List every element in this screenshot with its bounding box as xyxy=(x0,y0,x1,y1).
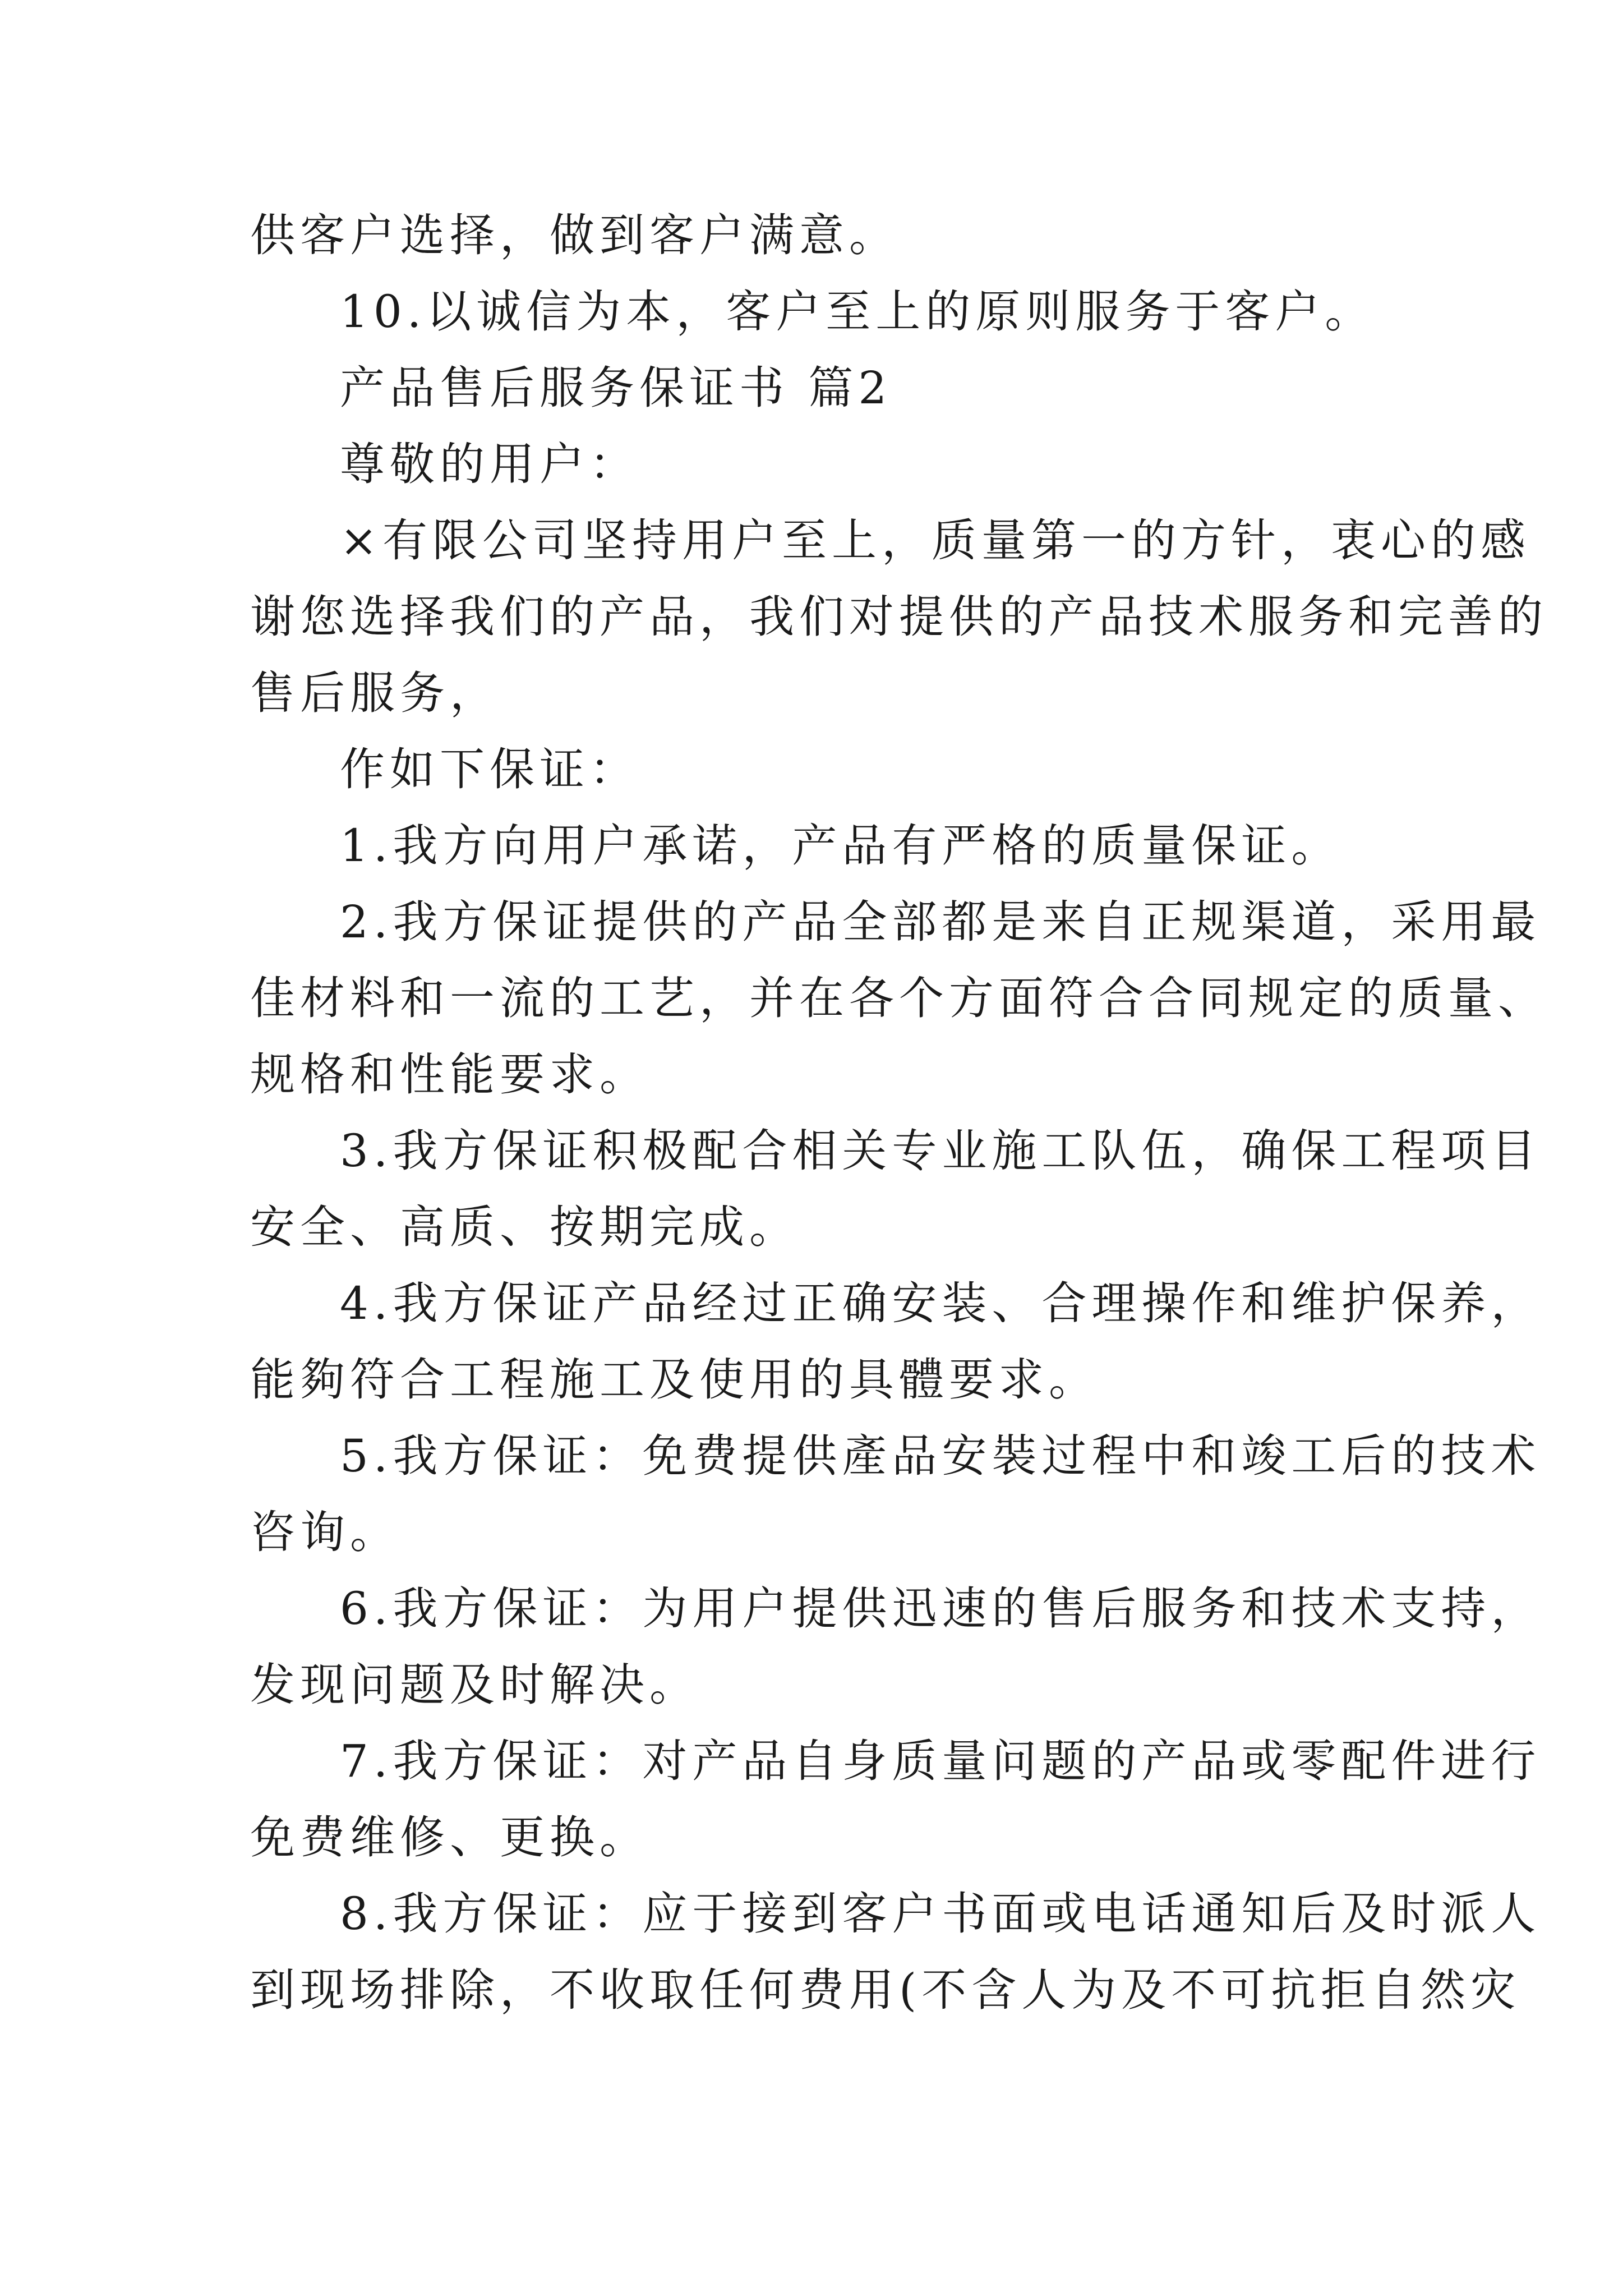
text-line: 尊敬的用户： xyxy=(340,438,639,490)
text-line: 6.我方保证：为用户提供迅速的售后服务和技术支持， xyxy=(340,1582,1541,1635)
text-line: 7.我方保证：对产品自身质量问题的产品或零配件进行 xyxy=(340,1735,1541,1787)
text-line: 10.以诚信为本，客户至上的原则服务于客户。 xyxy=(340,286,1375,338)
text-line: 规格和性能要求。 xyxy=(250,1048,649,1101)
text-line: 供客户选择，做到客户满意。 xyxy=(250,209,899,261)
text-line: 产品售后服务保证书 篇2 xyxy=(340,362,892,414)
text-line: 8.我方保证：应于接到客户书面或电话通知后及时派人 xyxy=(340,1888,1541,1940)
text-line: 5.我方保证：免费提供產品安裝过程中和竣工后的技术 xyxy=(340,1430,1541,1482)
text-line: 佳材料和一流的工艺，并在各个方面符合合同规定的质量、 xyxy=(250,972,1548,1024)
text-line: 免费维修、更换。 xyxy=(250,1811,649,1864)
text-line: 2.我方保证提供的产品全部都是来自正规渠道，采用最 xyxy=(340,896,1541,948)
text-line: 1.我方向用户承诺，产品有严格的质量保证。 xyxy=(340,820,1341,872)
text-line: 4.我方保证产品经过正确安装、合理操作和维护保养， xyxy=(340,1277,1541,1329)
text-line: 谢您选择我们的产品，我们对提供的产品技术服务和完善的 xyxy=(250,591,1548,643)
text-line: 作如下保证： xyxy=(340,743,639,795)
text-line: 3.我方保证积极配合相关专业施工队伍，确保工程项目 xyxy=(340,1125,1541,1177)
text-line: 售后服务， xyxy=(250,667,500,719)
document-body xyxy=(250,197,1548,2028)
text-line: ×有限公司坚持用户至上，质量第一的方针，衷心的感 xyxy=(340,514,1531,567)
text-line: 安全、高质、按期完成。 xyxy=(250,1201,799,1253)
text-line: 到现场排除，不收取任何费用(不含人为及不可抗拒自然灾 xyxy=(250,1964,1521,2016)
text-line: 咨询。 xyxy=(250,1506,400,1558)
text-line: 发现问题及时解决。 xyxy=(250,1659,699,1711)
text-line: 能夠符合工程施工及使用的具體要求。 xyxy=(250,1354,1099,1406)
